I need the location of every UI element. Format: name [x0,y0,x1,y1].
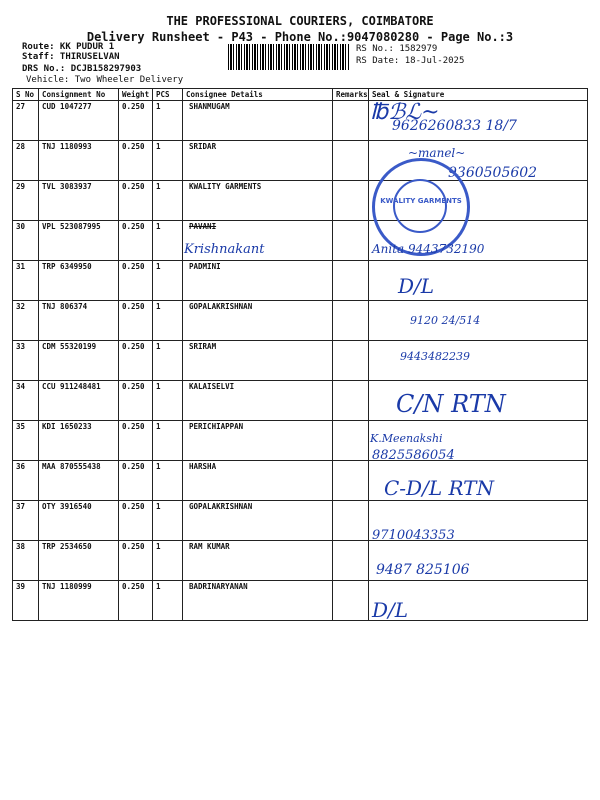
handwritten-remark: C-D/L RTN [384,476,495,500]
weight: 0.250 [119,421,153,461]
consignee: PERICHIAPPAN [183,421,333,461]
handwritten-phone: 8825586054 [372,448,455,463]
table-row [13,581,588,621]
handwritten-phone: 9120 24/514 [410,314,481,327]
staff-label: Staff: THIRUSELVAN [22,52,120,62]
consignment-no: TNJ 1180999 [39,581,119,621]
weight: 0.250 [119,301,153,341]
remarks [333,261,369,301]
sno: 34 [13,381,39,421]
pcs: 1 [153,381,183,421]
weight: 0.250 [119,181,153,221]
remarks [333,581,369,621]
table-row [13,421,588,461]
col-remarks: Remarks [333,89,369,101]
pcs: 1 [153,581,183,621]
rs-number: RS No.: 1582979 [356,44,438,54]
remarks [333,141,369,181]
sno: 32 [13,301,39,341]
remarks [333,301,369,341]
remarks [333,341,369,381]
sno: 28 [13,141,39,181]
rs-date: RS Date: 18-Jul-2025 [356,56,465,66]
handwritten-remark: D/L [398,274,435,298]
vehicle-label: Vehicle: Two Wheeler Delivery [26,75,184,85]
pcs: 1 [153,221,183,261]
pcs: 1 [153,261,183,301]
consignee: PAVANI [183,221,333,261]
weight: 0.250 [119,501,153,541]
weight: 0.250 [119,101,153,141]
pcs: 1 [153,541,183,581]
handwritten-remark: D/L [372,598,409,622]
consignment-no: OTY 3916540 [39,501,119,541]
consignment-no: VPL 523087995 [39,221,119,261]
handwritten-name: Krishnakant [184,242,265,257]
weight: 0.250 [119,261,153,301]
consignment-no: TNJ 1180993 [39,141,119,181]
sno: 37 [13,501,39,541]
pcs: 1 [153,421,183,461]
weight: 0.250 [119,581,153,621]
col-weight: Weight [119,89,153,101]
sno: 35 [13,421,39,461]
sno: 31 [13,261,39,301]
consignment-no: MAA 870555438 [39,461,119,501]
consignee: RAM KUMAR [183,541,333,581]
consignment-no: CDM 55320199 [39,341,119,381]
handwritten-phone: 9360505602 [448,165,538,181]
consignee: BADRINARYANAN [183,581,333,621]
weight: 0.250 [119,221,153,261]
consignment-no: TRP 2534650 [39,541,119,581]
consignee: HARSHA [183,461,333,501]
weight: 0.250 [119,461,153,501]
consignment-no: TVL 3083937 [39,181,119,221]
remarks [333,101,369,141]
consignee: GOPALAKRISHNAN [183,301,333,341]
col-consignee: Consignee Details [183,89,333,101]
company-name: THE PROFESSIONAL COURIERS, COIMBATORE [166,14,434,28]
pcs: 1 [153,141,183,181]
consignment-no: CCU 911248481 [39,381,119,421]
col-sno: S No [13,89,39,101]
table-row [13,541,588,581]
col-consignment: Consignment No [39,89,119,101]
handwritten-phone: 9626260833 18/7 [392,118,517,134]
handwritten-phone: 9443482239 [400,350,470,363]
pcs: 1 [153,461,183,501]
sno: 27 [13,101,39,141]
pcs: 1 [153,181,183,221]
consignment-no: KDI 1650233 [39,421,119,461]
table-row [13,341,588,381]
consignee: SRIDAR [183,141,333,181]
consignee: KWALITY GARMENTS [183,181,333,221]
consignee: PADMINI [183,261,333,301]
remarks [333,541,369,581]
pcs: 1 [153,301,183,341]
consignee: SRIRAM [183,341,333,381]
sno: 33 [13,341,39,381]
handwritten-phone: 9487 825106 [376,562,470,578]
table-row [13,261,588,301]
handwritten-phone: Anita 9443732190 [372,242,485,256]
handwritten-signature: ℔ℬℒ~ [370,100,440,125]
weight: 0.250 [119,541,153,581]
table-row [13,181,588,221]
handwritten-signature: ~manel~ [408,146,466,160]
table-row [13,301,588,341]
remarks [333,181,369,221]
pcs: 1 [153,101,183,141]
remarks [333,381,369,421]
weight: 0.250 [119,381,153,421]
sno: 38 [13,541,39,581]
sno: 36 [13,461,39,501]
remarks [333,501,369,541]
barcode [228,44,350,70]
handwritten-remark: C/N RTN [396,390,506,418]
weight: 0.250 [119,141,153,181]
remarks [333,421,369,461]
seal-text: KWALITY GARMENTS [380,197,462,205]
consignee: KALAISELVI [183,381,333,421]
table-row [13,501,588,541]
weight: 0.250 [119,341,153,381]
col-pcs: PCS [153,89,183,101]
consignment-no: CUD 1047277 [39,101,119,141]
consignee: SHANMUGAM [183,101,333,141]
pcs: 1 [153,341,183,381]
remarks [333,221,369,261]
route-label: Route: KK PUDUR 1 [22,42,115,52]
sno: 29 [13,181,39,221]
col-seal-signature: Seal & Signature [369,89,588,101]
consignee: GOPALAKRISHNAN [183,501,333,541]
remarks [333,461,369,501]
consignment-no: TRP 6349950 [39,261,119,301]
sno: 39 [13,581,39,621]
drs-number: DRS No.: DCJB158297903 [22,64,142,74]
table-header-row [13,89,588,101]
consignment-no: TNJ 806374 [39,301,119,341]
table-row [13,221,588,261]
table-row [13,461,588,501]
handwritten-phone: 9710043353 [372,528,455,543]
runsheet-title: Delivery Runsheet - P43 - Phone No.:9047080280 - Page No.:3 [86,30,514,44]
pcs: 1 [153,501,183,541]
handwritten-name: K.Meenakshi [370,432,443,445]
sno: 30 [13,221,39,261]
